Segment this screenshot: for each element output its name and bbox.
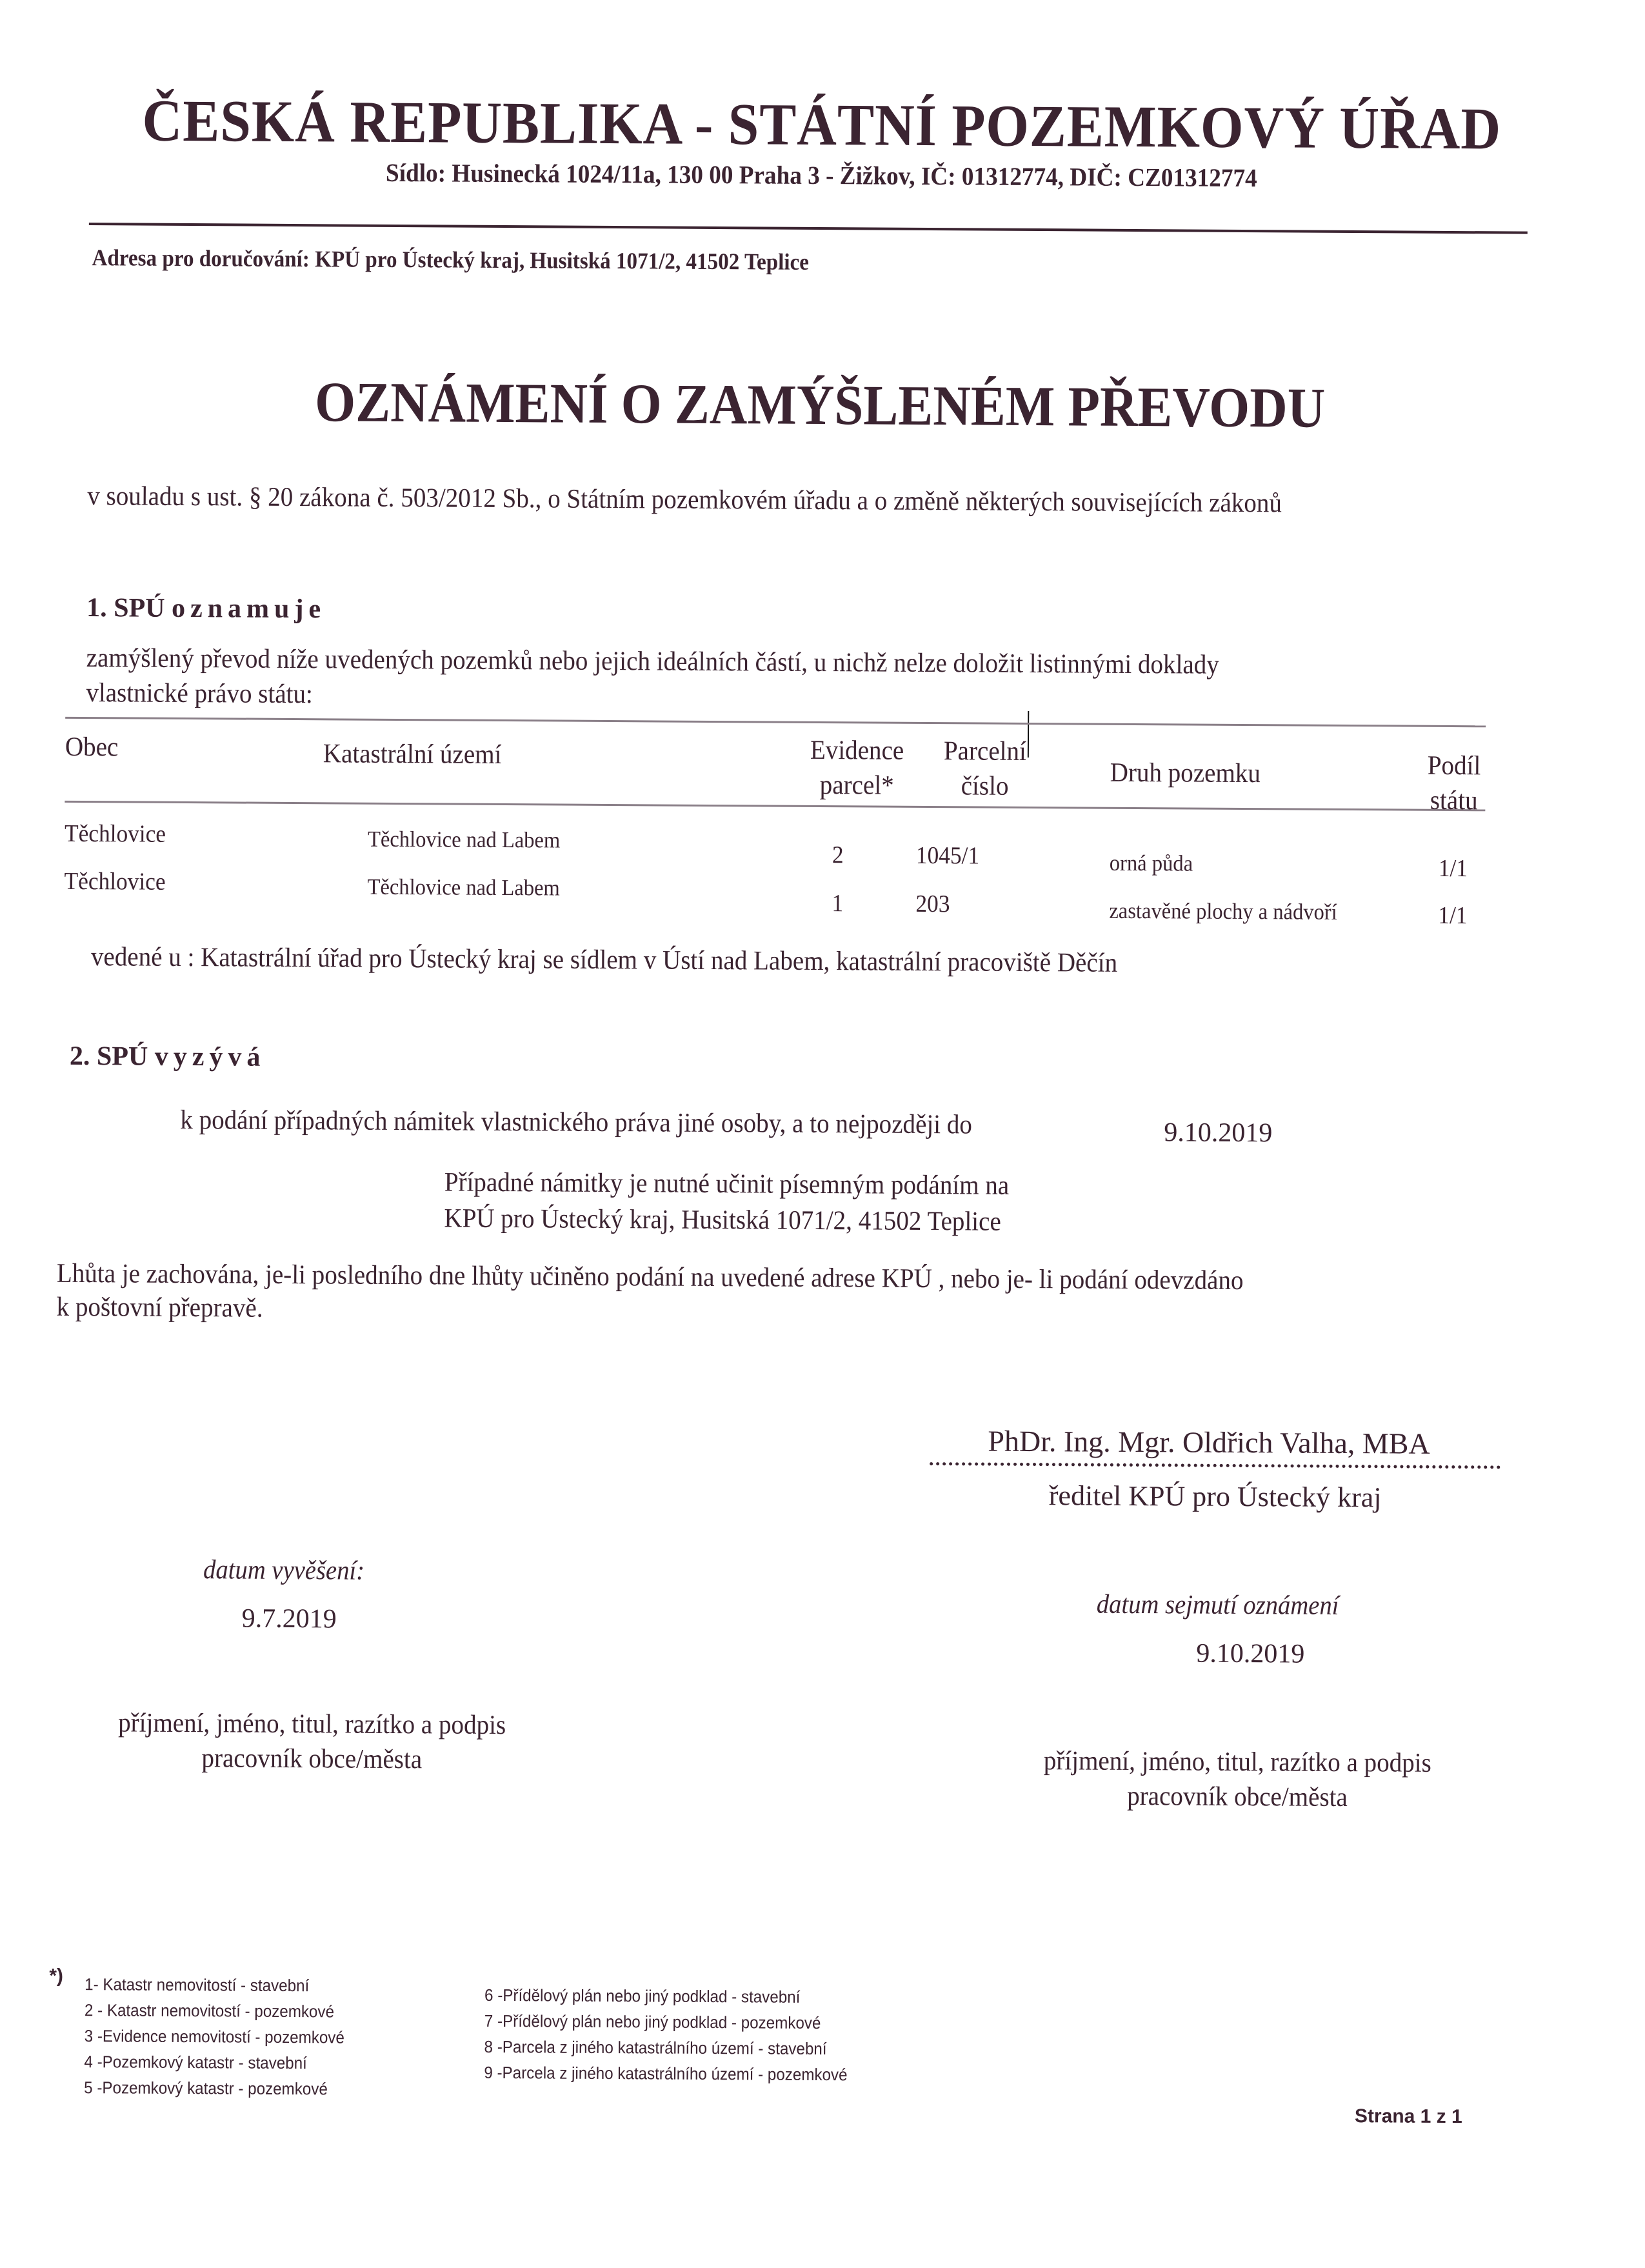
table-header-rule [65,801,1485,811]
table-top-rule [65,717,1486,727]
page-number: Strana 1 z 1 [1354,2105,1462,2128]
signatory-name: PhDr. Ing. Mgr. Oldřich Valha, MBA [988,1424,1430,1460]
col-header-obec: Obec [65,732,119,763]
col-header-katastralni-uzemi: Katastrální území [323,739,502,770]
footnote-item: 5 -Pozemkový katastr - pozemkové [84,2078,328,2099]
footnote-marker: *) [49,1965,64,1987]
footnote-list-left [84,1971,344,2102]
cell-parcelni-cislo: 1045/1 [915,841,980,870]
cell-podil: 1/1 [1438,854,1468,883]
deadline-note [56,1257,1243,1331]
section-1-text [86,641,1219,718]
footnote-item: 4 -Pozemkový katastr - stavební [84,2052,307,2073]
cell-obec: Těchlovice [64,819,166,848]
footnote-item: 1- Katastr nemovitostí - stavební [85,1974,310,1996]
deadline-note-line1: Lhůta je zachována, je-li posledního dne lhůty učiněno podání na uvedené adrese KPÚ , nebo je- li podání odevzdáno [56,1258,1244,1296]
cell-evidence: 2 [832,841,844,869]
document-title: OZNÁMENÍ O ZAMÝŠLENÉM PŘEVODU [314,371,1326,440]
footnote-item: 9 -Parcela z jiného katastrálního území - pozemkové [484,2062,848,2085]
cell-druh-pozemku: zastavěné plochy a nádvoří [1109,898,1337,925]
section-2-text: k podání případných námitek vlastnického práva jiné osoby, a to nejpozději do [180,1105,973,1140]
legal-basis: v souladu s ust. § 20 zákona č. 503/2012 Sb., o Státním pozemkovém úřadu a o změně některých souvisejících zákonů [87,481,1282,519]
objection-instructions [444,1164,1009,1239]
footnote-item: 8 -Parcela z jiného katastrálního území - stavební [484,2036,827,2059]
signatory-role: ředitel KPÚ pro Ústecký kraj [1048,1480,1382,1514]
cell-podil: 1/1 [1438,901,1468,930]
text-cursor-mark [1028,711,1029,758]
parcels-table [64,717,1486,930]
signature-dotted-line [930,1462,1500,1469]
posted-date-label: datum vyvěšení: [203,1555,365,1586]
col-header-evidence: Evidence parcel* [810,735,904,801]
footnote-item: 3 -Evidence nemovitostí - pozemkové [84,2026,344,2047]
section-1-verb: oznamuje [171,593,326,625]
authority-title: ČESKÁ REPUBLIKA - STÁTNÍ POZEMKOVÝ ÚŘAD [142,87,1502,162]
delivery-address: Adresa pro doručování: KPÚ pro Ústecký kraj, Husitská 1071/2, 41502 Teplice [92,245,810,275]
section-1-text-line2: vlastnické právo státu: [86,678,314,710]
footnote-list-right [484,1982,848,2087]
cell-druh-pozemku: orná půda [1109,850,1193,876]
footnote-item: 6 -Přídělový plán nebo jiný podklad - stavební [484,1985,801,2007]
section-1-text-line1: zamýšlený převod níže uvedených pozemků nebo jejich ideálních částí, u nichž nelze doložit listinnými doklady [86,643,1219,680]
section-2-heading [70,1041,266,1073]
objection-instructions-line1: Případné námitky je nutné učinit písemným podáním na [444,1167,1010,1201]
footnote-item: 2 - Katastr nemovitostí - pozemkové [84,2000,335,2022]
col-header-podil-statu: Podíl státu [1427,750,1481,816]
col-header-druh-pozemku: Druh pozemku [1110,758,1261,789]
deadline-note-line2: k poštovní přepravě. [56,1292,263,1323]
section-2-number: 2. SPÚ [69,1041,148,1072]
cell-obec: Těchlovice [64,867,166,896]
cell-katastralni-uzemi: Těchlovice nad Labem [367,874,560,901]
objection-instructions-line2: KPÚ pro Ústecký kraj, Husitská 1071/2, 41502 Teplice [444,1203,1001,1237]
section-1-heading [86,592,326,625]
cell-parcelni-cislo: 203 [915,890,950,918]
col-header-parcelni-cislo: Parcelní číslo [943,736,1027,801]
removed-date-value: 9.10.2019 [1196,1638,1305,1669]
objection-deadline-date: 9.10.2019 [1164,1118,1273,1149]
header-divider [89,223,1528,234]
section-1-number: 1. SPÚ [86,593,165,623]
cell-evidence: 1 [832,890,844,918]
cadastral-office: vedené u : Katastrální úřad pro Ústecký kraj se sídlem v Ústí nad Labem, katastrální pracoviště Děčín [90,942,1118,978]
cell-katastralni-uzemi: Těchlovice nad Labem [367,826,561,853]
removed-date-label: datum sejmutí oznámení [1096,1589,1339,1621]
municipal-signature-block-left: příjmení, jméno, titul, razítko a podpis pracovník obce/města [118,1708,506,1775]
authority-seat: Sídlo: Husinecká 1024/11a, 130 00 Praha 3 - Žižkov, IČ: 01312774, DIČ: CZ01312774 [385,157,1257,193]
footnote-item: 7 -Přídělový plán nebo jiný podklad - pozemkové [484,2011,821,2033]
section-2-verb: vyzývá [154,1041,266,1072]
posted-date-value: 9.7.2019 [241,1603,337,1634]
municipal-signature-block-right: příjmení, jméno, titul, razítko a podpis pracovník obce/města [1043,1746,1431,1813]
